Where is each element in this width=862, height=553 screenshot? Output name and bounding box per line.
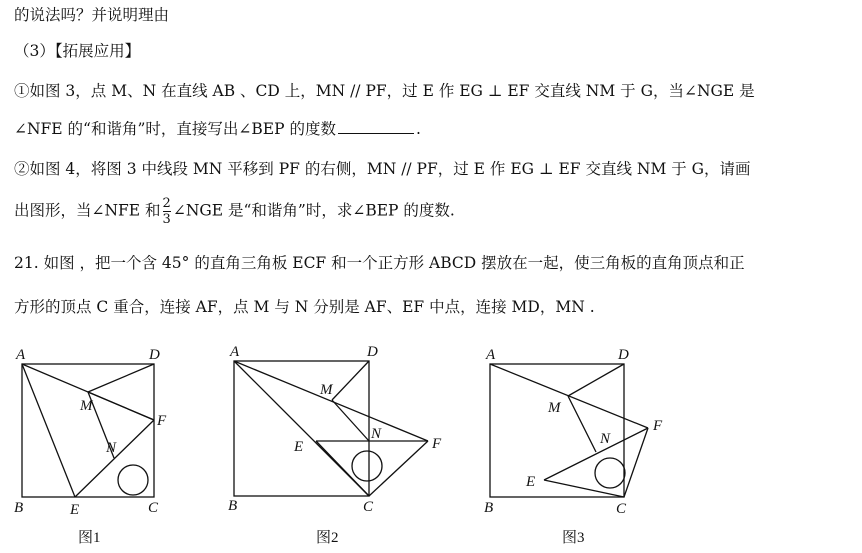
fig2-label-b: B xyxy=(228,498,238,514)
answer-blank xyxy=(338,133,414,134)
fraction: $\frac{2}{3}$ xyxy=(162,196,171,227)
text-line-4: ∠NFE 的“和谐角”时，直接写出∠BEP 的度数 . xyxy=(14,120,421,138)
text-line-8: 方形的顶点 C 重合，连接 AF，点 M 与 N 分别是 AF、EF 中点，连接 MD，MN . xyxy=(14,298,595,316)
text-line-5: ②如图 4，将图 3 中线段 MN 平移到 PF 的右侧，MN // PF，过 E 作 EG ⊥ EF 交直线 NM 于 G，请画 xyxy=(14,160,751,178)
fig3-caption: 图3 xyxy=(562,530,585,546)
fig1-label-e: E xyxy=(70,502,80,518)
fig2-label-d: D xyxy=(367,344,378,360)
text-line-3: ①如图 3，点 M、N 在直线 AB 、CD 上，MN // PF，过 E 作 EG ⊥ EF 交直线 NM 于 G，当∠NGE 是 xyxy=(14,82,755,100)
fig3-label-c: C xyxy=(616,501,627,517)
fig3-label-m: M xyxy=(548,400,561,416)
fig1-caption: 图1 xyxy=(78,530,101,546)
figure-1 xyxy=(22,364,154,497)
fig3-label-d: D xyxy=(618,347,629,363)
figure-3 xyxy=(490,364,648,497)
fig1-label-d: D xyxy=(149,347,160,363)
fig3-label-f: F xyxy=(653,418,663,434)
figures xyxy=(0,330,862,553)
fig2-label-m: M xyxy=(320,382,333,398)
text-line-2: （3）【拓展应用】 xyxy=(14,42,141,60)
fig3-label-e: E xyxy=(526,474,536,490)
text-line-6: 出图形，当∠NFE 和 $\frac{2}{3}$ ∠NGE 是“和谐角”时，求∠BEP 的度数. xyxy=(14,196,455,227)
text-line-7: 21. 如图 ，把一个含 45° 的直角三角板 ECF 和一个正方形 ABCD 摆放在一起，使三角板的直角顶点和正 xyxy=(14,254,745,272)
fig3-label-a: A xyxy=(486,347,496,363)
text-line-1: 的说法吗？并说明理由 xyxy=(14,6,170,24)
fig1-label-f: F xyxy=(157,413,167,429)
fig1-label-n: N xyxy=(106,440,117,456)
fig2-label-a: A xyxy=(230,344,240,360)
fig2-label-f: F xyxy=(432,436,442,452)
fig1-label-b: B xyxy=(14,500,24,516)
fig2-caption: 图2 xyxy=(316,530,339,546)
fig2-label-e: E xyxy=(294,439,304,455)
fig1-label-m: M xyxy=(80,398,93,414)
fig3-label-b: B xyxy=(484,500,494,516)
fig1-label-c: C xyxy=(148,500,159,516)
fig2-label-n: N xyxy=(371,426,382,442)
fig2-label-c: C xyxy=(363,499,374,515)
fig3-label-n: N xyxy=(600,431,611,447)
fig1-label-a: A xyxy=(16,347,26,363)
